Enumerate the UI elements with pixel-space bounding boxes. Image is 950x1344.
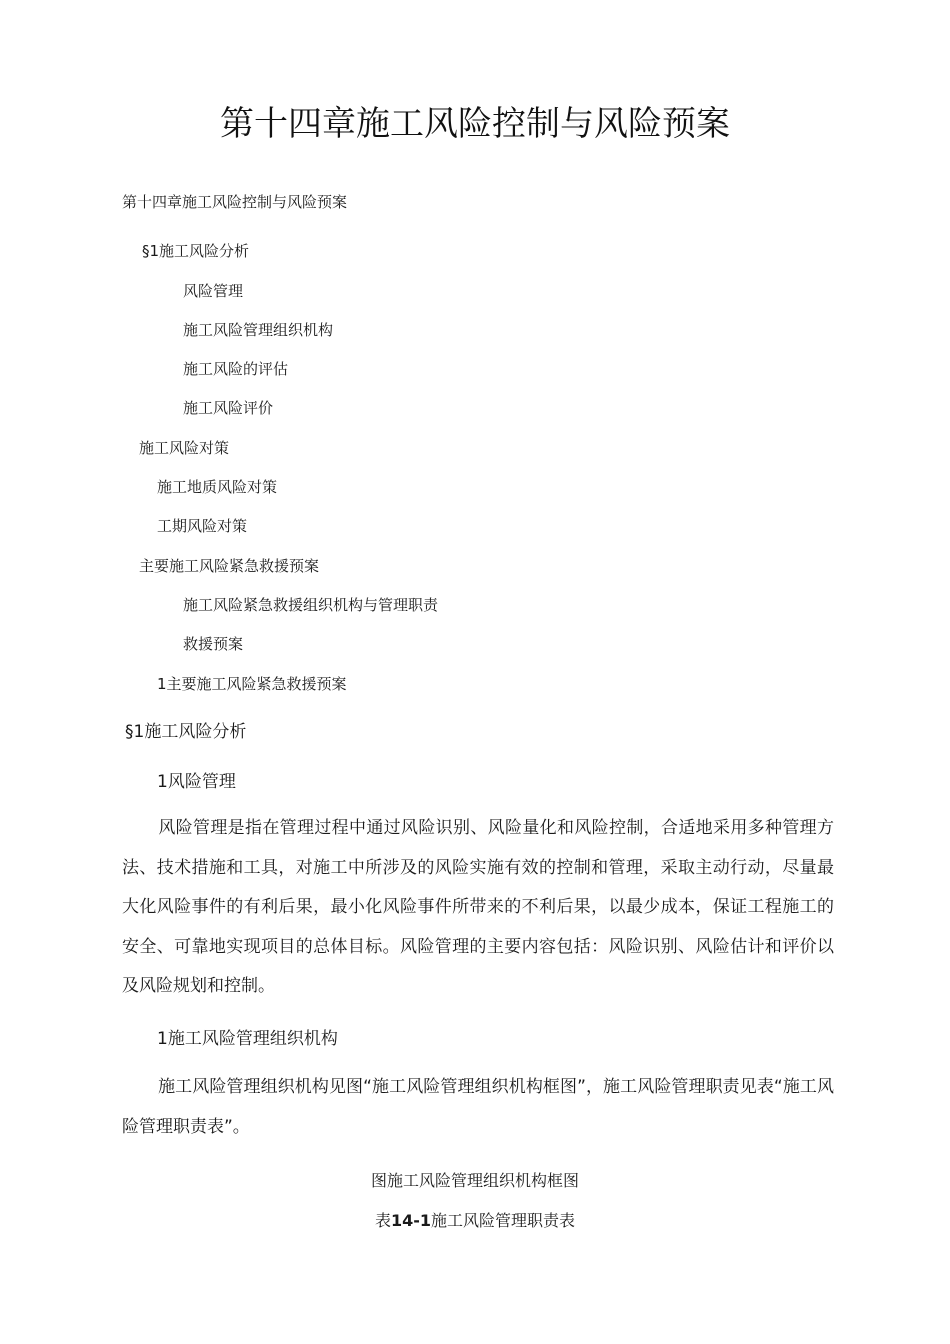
toc-item[interactable]: 施工风险管理组织机构 [183, 321, 334, 339]
page-title: 第十四章施工风险控制与风险预案 [220, 104, 730, 144]
table-caption-prefix: 表 [374, 1211, 391, 1230]
table-number: 14-1 [390, 1211, 432, 1230]
toc-item[interactable]: 主要施工风险紧急救援预案 [139, 557, 320, 575]
toc-item[interactable]: 施工风险紧急救援组织机构与管理职责 [183, 596, 439, 614]
table-caption [0, 1209, 950, 1233]
toc-item[interactable]: 施工地质风险对策 [157, 478, 278, 496]
toc-item[interactable]: 工期风险对策 [157, 517, 248, 535]
paragraph [122, 809, 834, 1007]
figure-caption: 图施工风险管理组织机构框图 [370, 1171, 579, 1190]
subsection-heading: 1施工风险管理组织机构 [157, 1029, 338, 1049]
toc-item[interactable]: §1施工风险分析 [142, 242, 250, 260]
toc-item[interactable]: 施工风险的评估 [183, 360, 289, 378]
section-heading: §1施工风险分析 [125, 722, 247, 742]
toc-item[interactable]: 1主要施工风险紧急救援预案 [157, 675, 347, 693]
toc-item[interactable]: 第十四章施工风险控制与风险预案 [122, 193, 348, 211]
subsection-heading: 1风险管理 [157, 772, 236, 792]
table-caption-title: 施工风险管理职责表 [431, 1211, 576, 1230]
toc-item[interactable]: 风险管理 [183, 282, 244, 300]
toc-item[interactable]: 救援预案 [183, 635, 244, 653]
paragraph-text: 风险管理是指在管理过程中通过风险识别、风险量化和风险控制，合适地采用多种管理方法、技术措施和工具，对施工中所涉及的风险实施有效的控制和管理，采取主动行动，尽量最大化风险事件的有利后果，最小化风险事件所带来的不利后果，以最少成本，保证工程施工的安全、可靠地实现项目的总体目标。风险管理的主要内容包括：风险识别、风险估计和评价以及风险规划和控制。 [122, 818, 834, 996]
paragraph [122, 1068, 834, 1147]
toc-item[interactable]: 施工风险评价 [183, 399, 274, 417]
paragraph-text: 施工风险管理组织机构见图“施工风险管理组织机构框图”，施工风险管理职责见表“施工风险管理职责表”。 [122, 1077, 834, 1137]
toc-item[interactable]: 施工风险对策 [139, 439, 230, 457]
